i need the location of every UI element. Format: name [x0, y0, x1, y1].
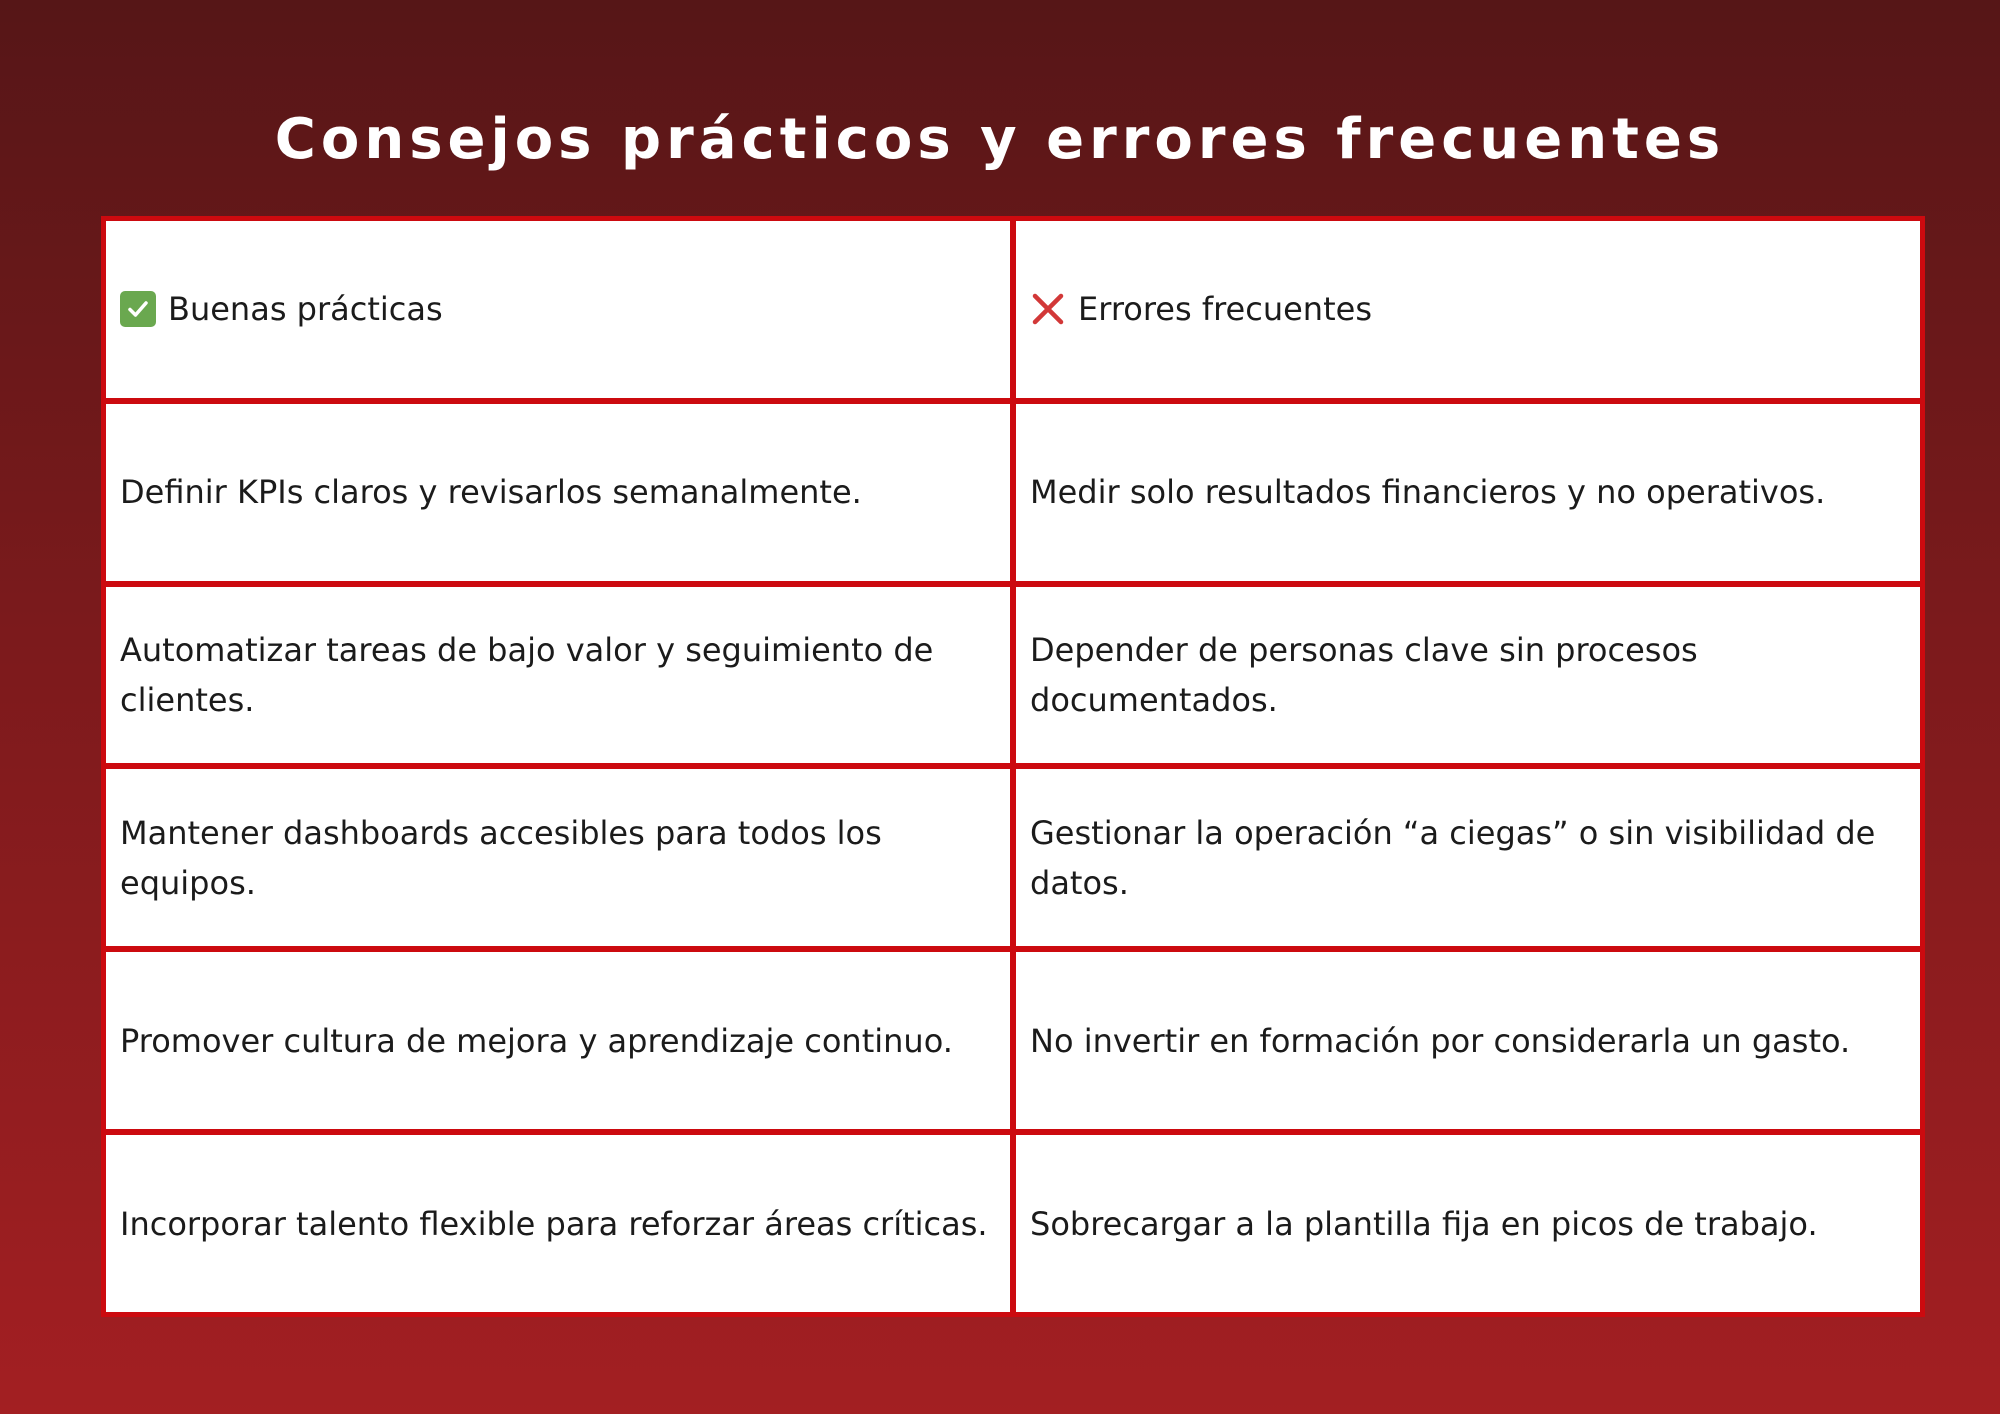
frequent-error-text: Medir solo resultados financieros y no operativos.: [1030, 473, 1826, 512]
header-good-label: Buenas prácticas: [168, 290, 443, 329]
good-practice-text: Definir KPIs claros y revisarlos semanalmente.: [120, 473, 862, 512]
good-practice-text: Automatizar tareas de bajo valor y seguimiento de clientes.: [120, 631, 934, 720]
frequent-error-cell: [1016, 1135, 1920, 1312]
good-practice-text: Mantener dashboards accesibles para todos los equipos.: [120, 813, 882, 902]
frequent-error-cell: [1016, 587, 1920, 764]
good-practice-cell: [106, 952, 1010, 1129]
check-icon: [120, 291, 156, 327]
frequent-error-text: Depender de personas clave sin procesos documentados.: [1030, 631, 1698, 720]
page-title: Consejos prácticos y errores frecuentes: [274, 107, 1726, 172]
good-practice-cell: [106, 769, 1010, 946]
good-practice-cell: [106, 1135, 1010, 1312]
frequent-error-cell: [1016, 952, 1920, 1129]
frequent-error-text: Sobrecargar a la plantilla fija en picos de trabajo.: [1030, 1204, 1818, 1243]
header-bad-label: Errores frecuentes: [1078, 290, 1372, 329]
comparison-table: [101, 216, 1925, 1317]
frequent-error-text: Gestionar la operación “a ciegas” o sin visibilidad de datos.: [1030, 813, 1876, 902]
cross-icon: [1030, 291, 1066, 327]
good-practice-text: Incorporar talento flexible para reforzar áreas críticas.: [120, 1204, 988, 1243]
frequent-error-text: No invertir en formación por considerarla un gasto.: [1030, 1021, 1851, 1060]
comparison-grid: [106, 221, 1920, 1312]
frequent-error-cell: [1016, 769, 1920, 946]
good-practice-text: Promover cultura de mejora y aprendizaje continuo.: [120, 1021, 953, 1060]
good-practice-cell: [106, 587, 1010, 764]
header-good-practices: [106, 221, 1010, 398]
header-frequent-errors: [1016, 221, 1920, 398]
frequent-error-cell: [1016, 404, 1920, 581]
good-practice-cell: [106, 404, 1010, 581]
